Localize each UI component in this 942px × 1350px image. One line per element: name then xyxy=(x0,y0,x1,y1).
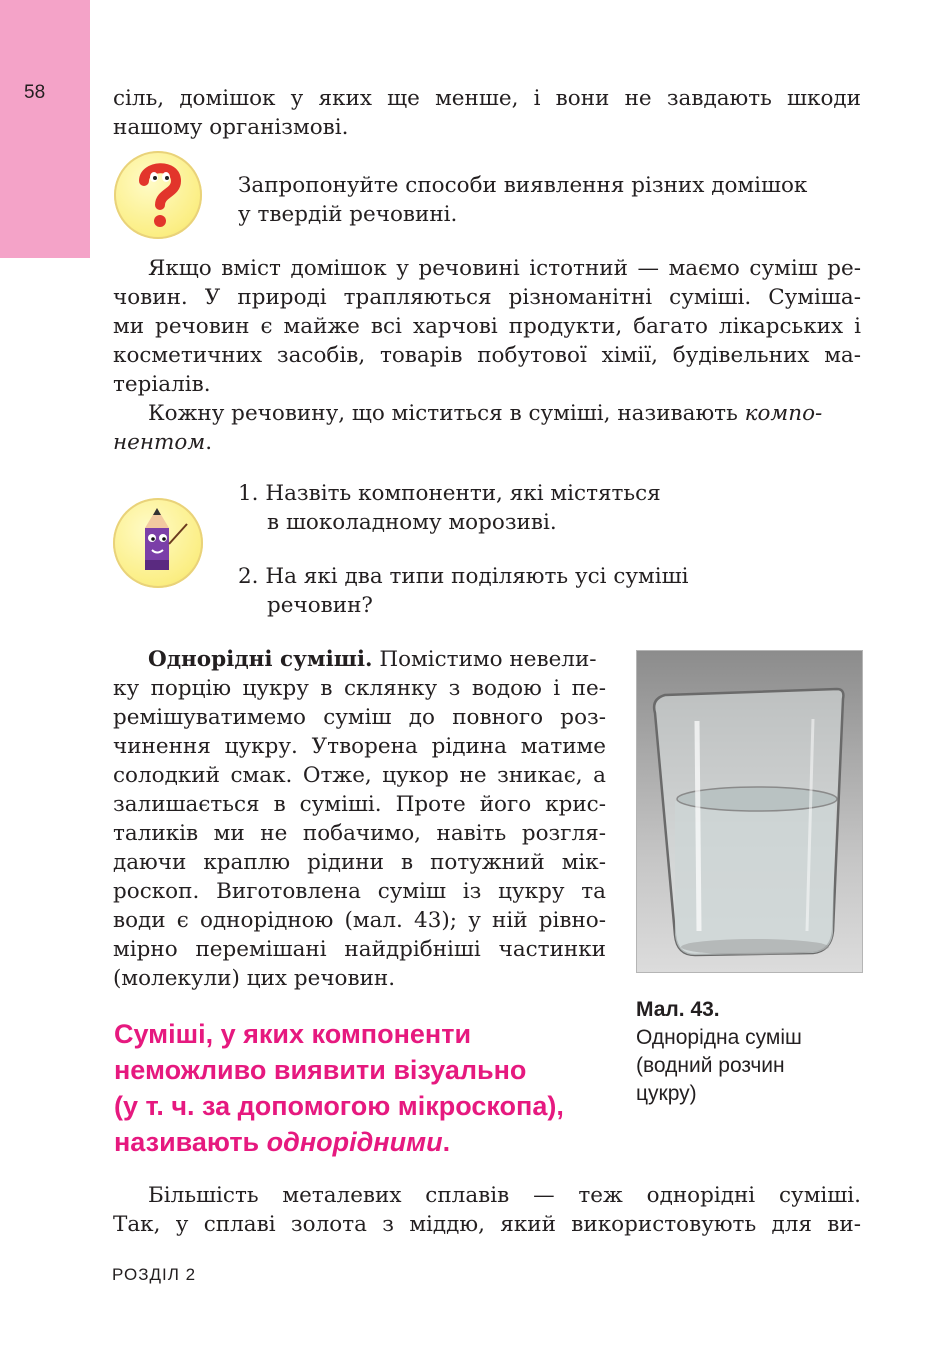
homogeneous-line-1-text: Помістимо невели- xyxy=(372,647,597,672)
term-homogeneous: однорідними xyxy=(266,1127,443,1157)
section-footer: РОЗДІЛ 2 xyxy=(112,1265,197,1284)
para2-line-5: теріалів. xyxy=(113,372,211,397)
question-1-line-1 xyxy=(238,479,661,508)
para2-line-1: Якщо вміст домішок у речовині істотний — маємо суміш ре- xyxy=(148,256,861,281)
term-component-part1: компо- xyxy=(744,401,823,426)
figure-caption-line-3: цукру) xyxy=(636,1082,697,1105)
question-mark-character-icon xyxy=(114,151,202,239)
para2-line-4: косметичних засобів, товарів побутової хімії, будівельних ма- xyxy=(113,343,861,368)
term-component-part2: нентом xyxy=(113,430,206,455)
section-tab xyxy=(0,0,90,258)
homogeneous-line-9: роскоп. Виготовлена суміш із цукру та xyxy=(113,879,606,904)
definition-prefix: називають xyxy=(114,1127,267,1157)
pencil-character-icon xyxy=(113,498,203,588)
homogeneous-line-12: (молекули) цих речовин. xyxy=(113,966,396,991)
definition-line-2: неможливо виявити візуально xyxy=(114,1055,527,1085)
question-1-text: Назвіть компоненти, які містяться xyxy=(265,481,661,506)
homogeneous-line-10: води є однорідною (мал. 43); у ній рівно- xyxy=(113,908,606,933)
question-1-line-2: в шоколадному морозиві. xyxy=(267,510,557,535)
homogeneous-line-4: чинення цукру. Утворена рідина матиме xyxy=(113,734,606,759)
question-2-line-1 xyxy=(238,562,689,591)
para3-line-1 xyxy=(148,399,822,428)
homogeneous-line-11: мірно перемішані найдрібніші частинки xyxy=(113,937,606,962)
para3-tail: . xyxy=(205,430,213,455)
para2-line-2: човин. У природі трапляються різноманітні суміші. Суміша- xyxy=(113,285,861,310)
definition-line-4 xyxy=(114,1124,450,1160)
page-number: 58 xyxy=(24,82,46,103)
para3-line-2 xyxy=(113,428,212,457)
definition-suffix: . xyxy=(442,1127,451,1157)
homogeneous-heading: Однорідні суміші. xyxy=(148,647,373,672)
para2-line-3: ми речовин є майже всі харчові продукти, багато лікарських і xyxy=(113,314,861,339)
beaker-photo xyxy=(636,650,863,973)
homogeneous-line-3: ремішуватимемо суміш до повного роз- xyxy=(113,705,606,730)
figure-caption-line-2: (водний розчин xyxy=(636,1054,785,1077)
question-1-number: 1. xyxy=(238,481,259,506)
para3-text: Кожну речовину, що міститься в суміші, називають xyxy=(148,401,745,426)
homogeneous-line-6: залишається в суміші. Проте його крис- xyxy=(113,792,606,817)
task-text-line-2: у твердій речовині. xyxy=(238,202,458,227)
para4-line-1: Більшість металевих сплавів — теж однорідні суміші. xyxy=(148,1183,861,1208)
figure-label: Мал. 43. xyxy=(636,998,720,1021)
definition-line-3: (у т. ч. за допомогою мікроскопа), xyxy=(114,1091,564,1121)
para1-line-2: нашому організмові. xyxy=(113,115,349,140)
para4-line-2: Так, у сплаві золота з міддю, який використовують для ви- xyxy=(113,1212,861,1237)
homogeneous-line-2: ку порцію цукру в склянку з водою і пе- xyxy=(113,676,606,701)
question-2-number: 2. xyxy=(238,564,259,589)
homogeneous-line-5: солодкий смак. Отже, цукор не зникає, а xyxy=(113,763,606,788)
task-text-line-1: Запропонуйте способи виявлення різних домішок xyxy=(238,173,808,198)
homogeneous-line-1 xyxy=(148,645,597,674)
definition-line-1: Суміші, у яких компоненти xyxy=(114,1019,472,1049)
homogeneous-line-8: даючи краплю рідини в потужний мік- xyxy=(113,850,606,875)
question-2-text: На які два типи поділяють усі суміші xyxy=(265,564,689,589)
question-2-line-2: речовин? xyxy=(267,593,373,618)
figure-caption-line-1: Однорідна суміш xyxy=(636,1026,802,1049)
para1-line-1: сіль, домішок у яких ще менше, і вони не завдають шкоди xyxy=(113,86,861,111)
homogeneous-line-7: таликів ми не побачимо, навіть розгля- xyxy=(113,821,606,846)
